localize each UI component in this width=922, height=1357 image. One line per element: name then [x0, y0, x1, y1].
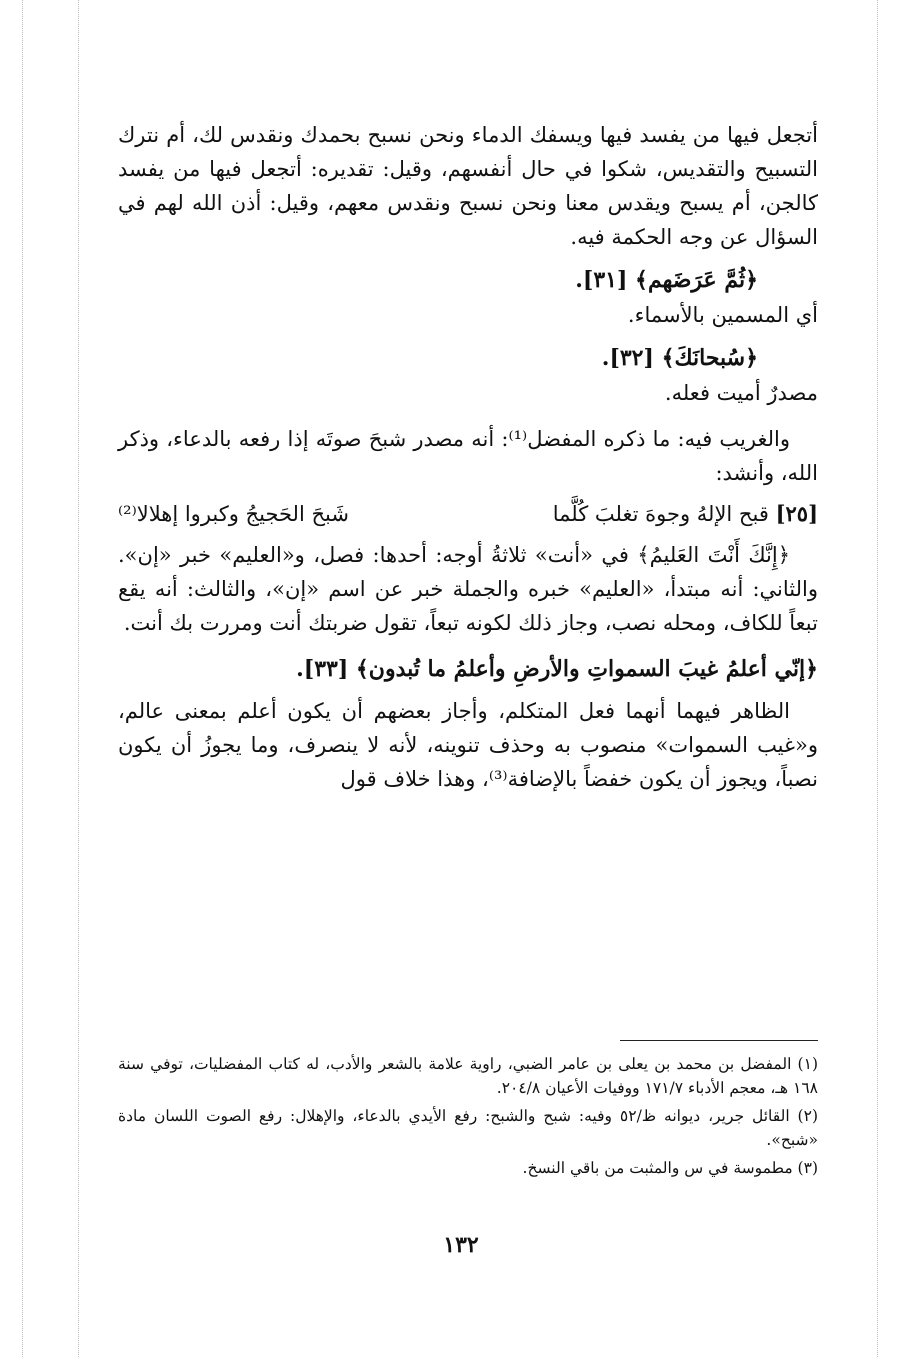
paragraph-3: ﴿إِنَّكَ أَنْتَ العَليمُ﴾ في «أنت» ثلاثةُ أوجه: أحدها: فصل، و«العليم» خبر «إن». والثاني: أنه مبتدأ، «العليم» خبره والجملة خبر عن اسم «إن»، والثالث: أنه يقع تبعاً للكاف، ومحله نصب، وجاز ذلك لكونه تبعاً، تقول ضربتك أنت ومررت بك أنت. [118, 543, 818, 635]
footnote-2: (٢) القائل جرير، ديوانه ظ/٥٢ وفيه: شبح والشبح: رفع الأيدي بالدعاء، والإهلال: رفع الصوت اللسان مادة «شبح». [118, 1107, 818, 1149]
note-31: أي المسمين بالأسماء. [627, 303, 818, 327]
quran-heading-32: ﴿سُبحانَكَ﴾ [٣٢]. [601, 345, 758, 371]
verse-second-hemistich: شَبحَ الحَجيجُ وكبروا إهلالا⁽²⁾ [118, 502, 349, 526]
verse-first-hemistich: قبح الإلهُ وجوهَ تغلبَ كُلَّما [552, 502, 769, 526]
quran-heading-33: ﴿إنّي أعلمُ غيبَ السمواتِ والأرضِ وأعلمُ ما تُبدون﴾ [٣٣]. [296, 656, 818, 682]
paragraph-4: الظاهر فيهما أنهما فعل المتكلم، وأجاز بعضهم أن يكون أعلم بمعنى عالم، و«غيب السموات» منصوب به وحذف تنوينه، لأنه لا ينصرف، وما يجوزُ أن يكون نصباً، ويجوز أن يكون خفضاً بالإضافة⁽³⁾، وهذا خلاف قول [118, 699, 818, 791]
note-32: مصدرٌ أميت فعله. [664, 381, 818, 405]
verse-first-half [553, 496, 818, 532]
footnote-3: (٣) مطموسة في س والمثبت من باقي النسخ. [522, 1159, 818, 1177]
poetry-verse [118, 496, 818, 532]
page-body [118, 118, 818, 802]
scan-edge-dots [877, 0, 878, 1357]
paragraph-2: والغريب فيه: ما ذكره المفضل⁽¹⁾: أنه مصدر شبحَ صوتَه إذا رفعه بالدعاء، وذكر الله، وأنشد: [118, 427, 818, 485]
scan-edge-dots [22, 0, 23, 1357]
page-number: ١٣٢ [443, 1232, 479, 1258]
quran-heading-31: ﴿ثُمَّ عَرَضَهم﴾ [٣١]. [575, 267, 758, 293]
paragraph-1: أتجعل فيها من يفسد فيها ويسفك الدماء ونحن نسبح بحمدك ونقدس لك، أم نترك التسبيح والتقديس، شكوا في حال أنفسهم، وقيل: تقديره: أتجعل فيها من يفسد كالجن، أم يسبح ويقدس معنا ونحن نسبح ونقدس معهم، وقيل: أذن الله لهم في السؤال عن وجه الحكمة فيه. [118, 123, 818, 249]
scan-edge-dots [78, 0, 79, 1357]
footnote-1: (١) المفضل بن محمد بن يعلى بن عامر الضبي، راوية علامة بالشعر والأدب، له كتاب المفضليات، توفي سنة ١٦٨ هـ، معجم الأدباء ١٧١/٧ ووفيات الأعيان ٢٠٤/٨. [118, 1055, 818, 1097]
footnote-divider [620, 1040, 818, 1041]
verse-number: [٢٥] [775, 501, 818, 526]
footnotes [118, 1052, 818, 1184]
main-text [118, 118, 818, 796]
